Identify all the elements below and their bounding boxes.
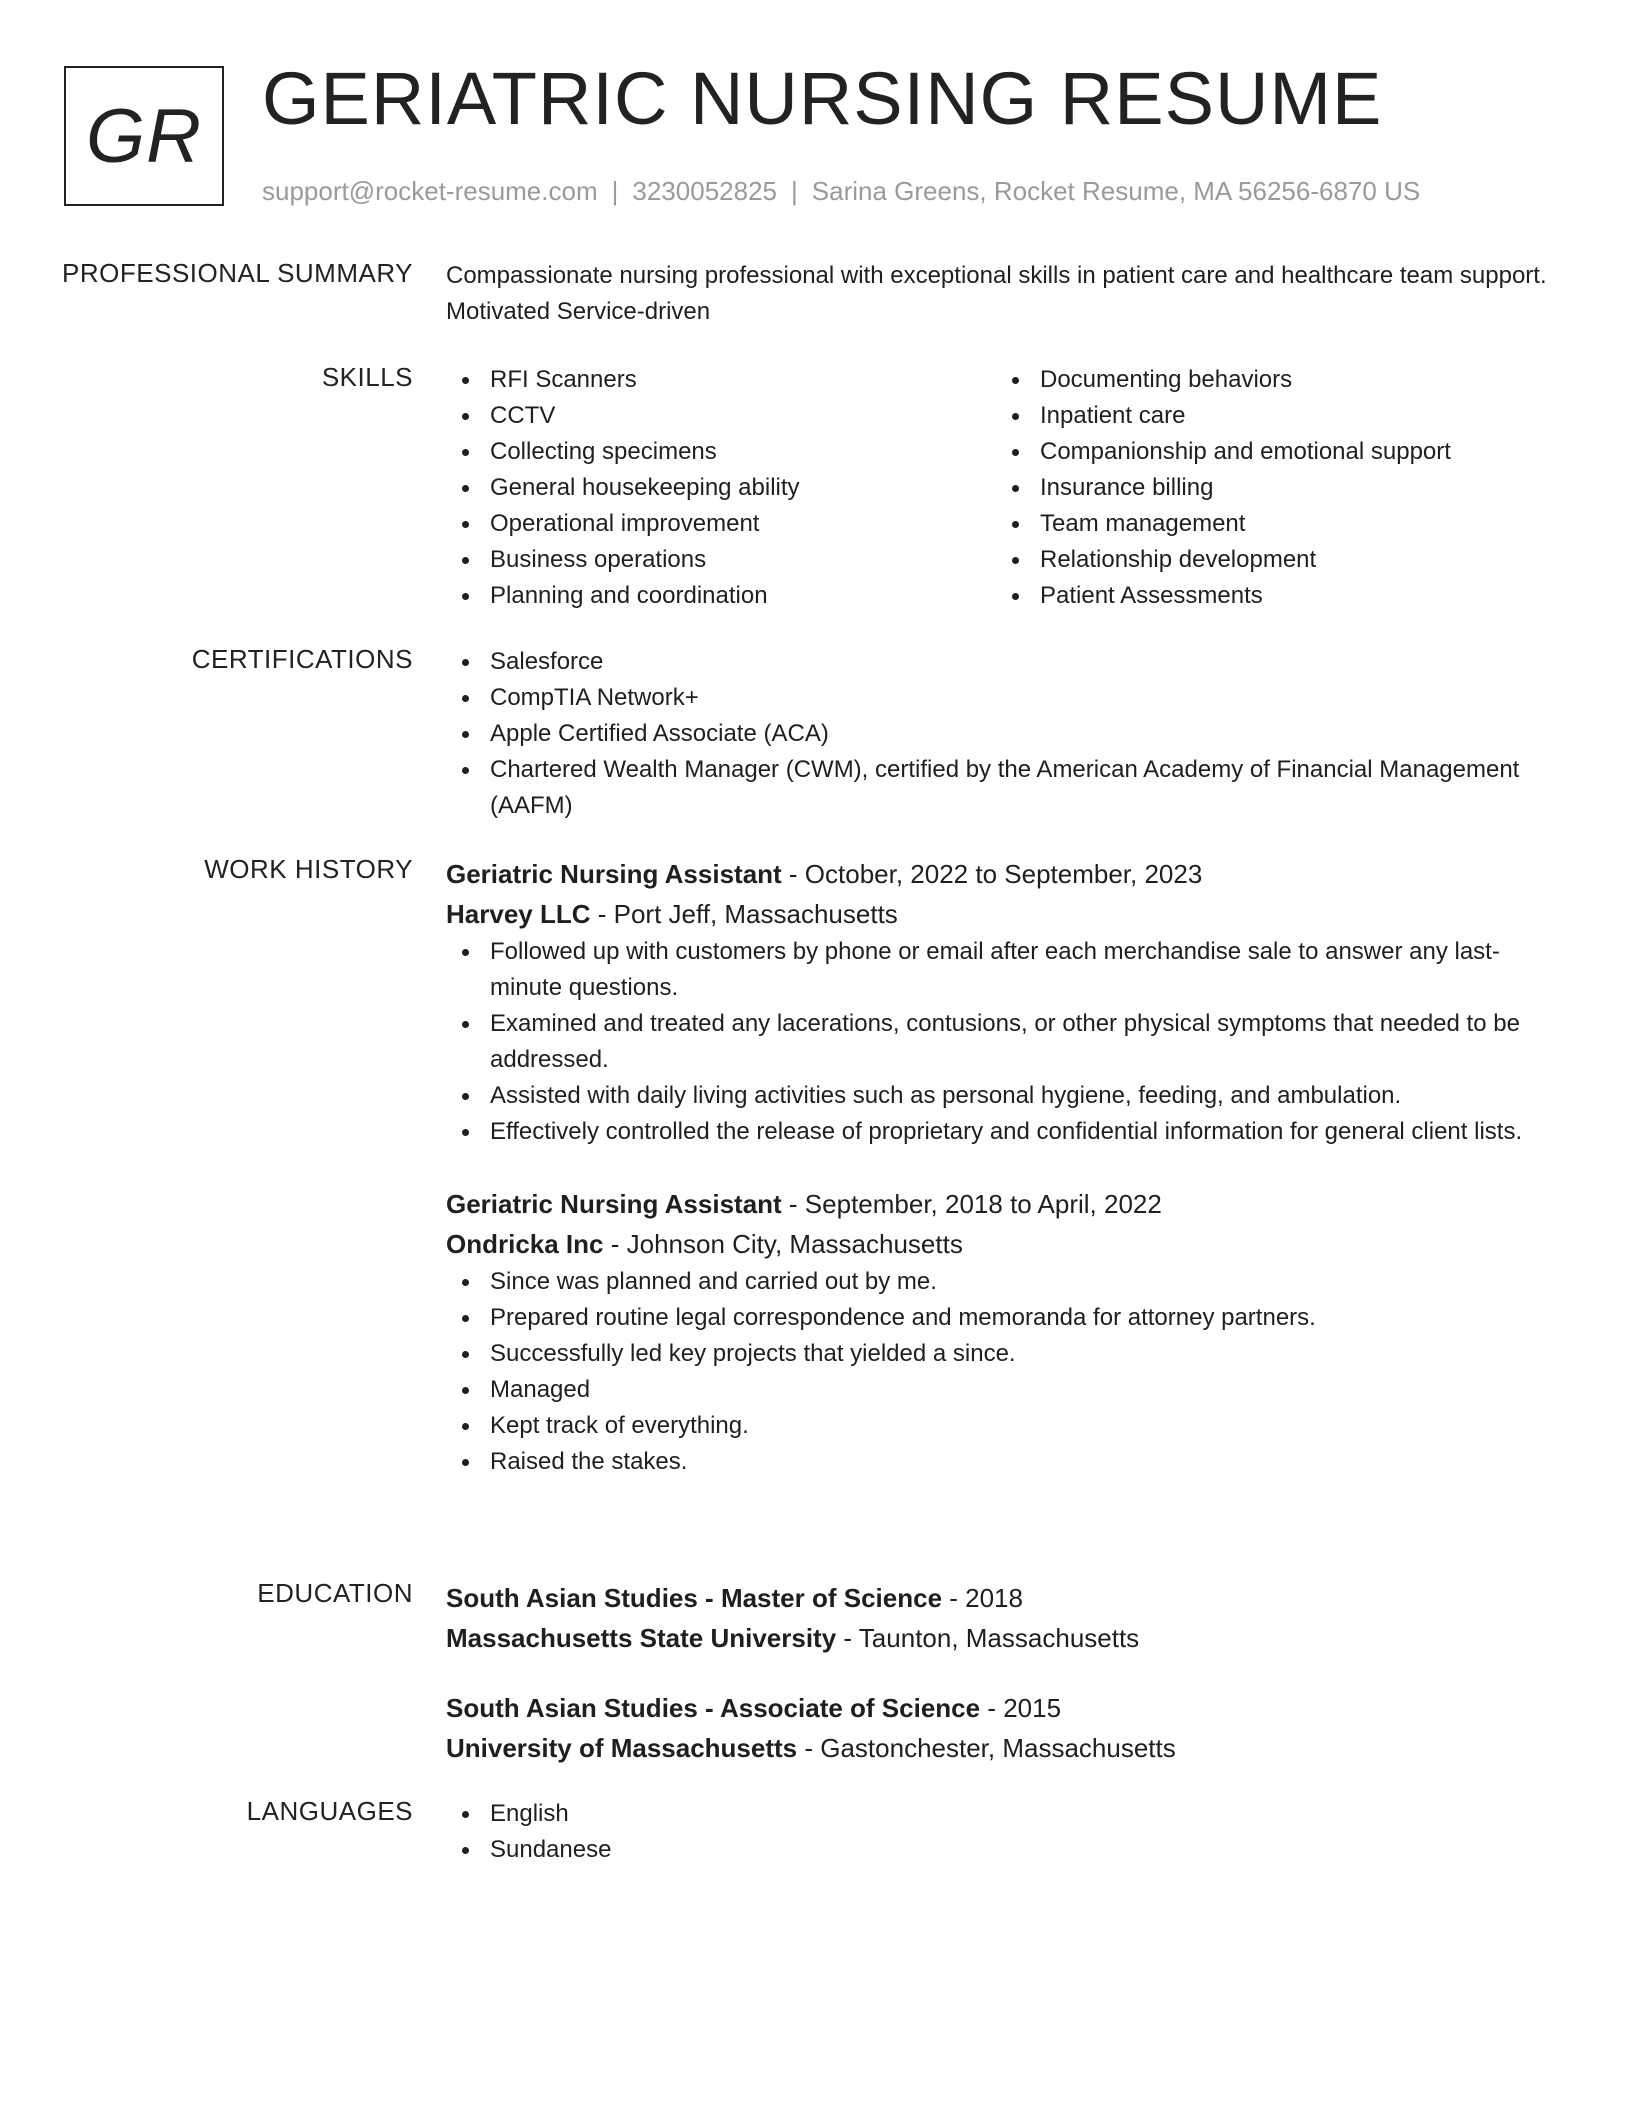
school-location: - Taunton, Massachusetts	[836, 1623, 1140, 1653]
language-item: English	[446, 1796, 1556, 1832]
contact-address: Sarina Greens, Rocket Resume, MA 56256-6870 US	[811, 176, 1421, 206]
skill-item: CCTV	[446, 398, 996, 434]
job-bullet: Assisted with daily living activities such as personal hygiene, feeding, and ambulation.	[446, 1078, 1556, 1114]
job-bullet: Managed	[446, 1372, 1556, 1408]
skill-item: Patient Assessments	[996, 578, 1546, 614]
skill-item: Business operations	[446, 542, 996, 578]
contact-line	[262, 176, 1420, 207]
section-label-skills: SKILLS	[321, 362, 413, 392]
company-name: Harvey LLC	[446, 899, 591, 929]
job-bullet: Kept track of everything.	[446, 1408, 1556, 1444]
degree-line	[446, 1688, 1556, 1728]
job-bullet: Examined and treated any lacerations, contusions, or other physical symptoms that needed to be addressed.	[446, 1006, 1556, 1078]
job-bullet: Successfully led key projects that yielded a since.	[446, 1336, 1556, 1372]
skills-list-right	[996, 362, 1546, 614]
education-body	[446, 1578, 1556, 1768]
company-location: - Port Jeff, Massachusetts	[590, 899, 898, 929]
skill-item: Operational improvement	[446, 506, 996, 542]
language-item: Sundanese	[446, 1832, 1556, 1868]
degree: South Asian Studies - Master of Science	[446, 1583, 943, 1613]
job-bullet: Since was planned and carried out by me.	[446, 1264, 1556, 1300]
education-entry	[446, 1688, 1556, 1768]
job-dates: - September, 2018 to April, 2022	[781, 1189, 1162, 1219]
languages-body	[446, 1796, 1556, 1868]
work-body	[446, 854, 1556, 1480]
job-title-line	[446, 1184, 1556, 1224]
job-bullets	[446, 934, 1556, 1150]
section-label-summary: PROFESSIONAL SUMMARY	[62, 258, 413, 288]
company-location: - Johnson City, Massachusetts	[603, 1229, 963, 1259]
job-bullet: Followed up with customers by phone or email after each merchandise sale to answer any last-minute questions.	[446, 934, 1556, 1006]
skill-item: Planning and coordination	[446, 578, 996, 614]
job-bullet: Raised the stakes.	[446, 1444, 1556, 1480]
section-label-work: WORK HISTORY	[204, 854, 413, 884]
section-label-languages: LANGUAGES	[246, 1796, 413, 1826]
certification-item: Apple Certified Associate (ACA)	[446, 716, 1556, 752]
skill-item: Inpatient care	[996, 398, 1546, 434]
education-entry	[446, 1578, 1556, 1658]
company-line	[446, 1224, 1556, 1264]
skill-item: Relationship development	[996, 542, 1546, 578]
contact-email[interactable]: support@rocket-resume.com	[262, 176, 598, 206]
languages-list	[446, 1796, 1556, 1868]
resume-title: GERIATRIC NURSING RESUME	[262, 57, 1383, 140]
degree-year: - 2018	[942, 1583, 1023, 1613]
skill-item: Team management	[996, 506, 1546, 542]
summary-text: Compassionate nursing professional with exceptional skills in patient care and healthcare team support. Motivated Service-driven	[446, 262, 1547, 325]
certification-item: CompTIA Network+	[446, 680, 1556, 716]
degree: South Asian Studies - Associate of Science	[446, 1693, 981, 1723]
skill-item: Companionship and emotional support	[996, 434, 1546, 470]
monogram-box	[64, 66, 224, 206]
school-line	[446, 1728, 1556, 1768]
degree-line	[446, 1578, 1556, 1618]
job-bullet: Prepared routine legal correspondence and memoranda for attorney partners.	[446, 1300, 1556, 1336]
school-line	[446, 1618, 1556, 1658]
certifications-list	[446, 644, 1556, 824]
skill-item: Collecting specimens	[446, 434, 996, 470]
company-name: Ondricka Inc	[446, 1229, 604, 1259]
skill-item: Documenting behaviors	[996, 362, 1546, 398]
skills-grid	[446, 362, 1556, 614]
job-entry	[446, 854, 1556, 1150]
job-title-line	[446, 854, 1556, 894]
contact-phone[interactable]: 3230052825	[632, 176, 777, 206]
monogram-initials: GR	[86, 93, 202, 179]
skill-item: RFI Scanners	[446, 362, 996, 398]
job-title: Geriatric Nursing Assistant	[446, 1189, 782, 1219]
contact-separator: |	[791, 176, 798, 206]
skill-item: General housekeeping ability	[446, 470, 996, 506]
certifications-body	[446, 644, 1556, 824]
company-line	[446, 894, 1556, 934]
job-bullet: Effectively controlled the release of proprietary and confidential information for general client lists.	[446, 1114, 1556, 1150]
certification-item: Chartered Wealth Manager (CWM), certified by the American Academy of Financial Management (AAFM)	[446, 752, 1556, 824]
school-location: - Gastonchester, Massachusetts	[797, 1733, 1176, 1763]
job-bullets	[446, 1264, 1556, 1480]
school-name: Massachusetts State University	[446, 1623, 837, 1653]
section-label-certifications: CERTIFICATIONS	[191, 644, 413, 674]
contact-separator: |	[611, 176, 619, 206]
skill-item: Insurance billing	[996, 470, 1546, 506]
section-label-education: EDUCATION	[257, 1578, 413, 1608]
school-name: University of Massachusetts	[446, 1733, 798, 1763]
job-title: Geriatric Nursing Assistant	[446, 859, 782, 889]
degree-year: - 2015	[980, 1693, 1062, 1723]
job-entry	[446, 1184, 1556, 1480]
certification-item: Salesforce	[446, 644, 1556, 680]
skills-list-left	[446, 362, 996, 614]
job-dates: - October, 2022 to September, 2023	[781, 859, 1203, 889]
